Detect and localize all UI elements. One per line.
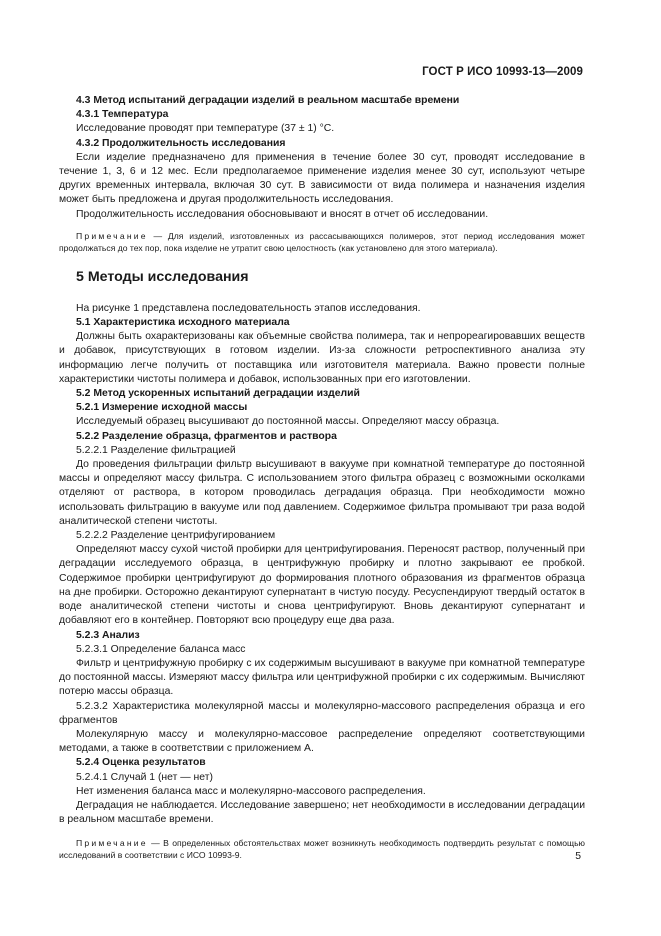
subsection-heading-4-3-1: 4.3.1 Температура — [76, 109, 169, 121]
subsection-heading-5-2-4: 5.2.4 Оценка результатов — [76, 757, 206, 769]
paragraph: Исследуемый образец высушивают до постоянной массы. Определяют массу образца. — [76, 416, 500, 428]
subsection-heading-5-2-2: 5.2.2 Разделение образца, фрагментов и раствора — [76, 430, 337, 442]
paragraph: На рисунке 1 представлена последовательность этапов исследования. — [76, 302, 421, 314]
paragraph: Молекулярную массу и молекулярно-массовое распределение определяют соответствующими методами, а также в соответствии с приложением А. — [59, 728, 585, 755]
note — [59, 230, 585, 254]
page-number: 5 — [575, 851, 581, 862]
clause-heading-5-2-2-1: 5.2.2.1 Разделение фильтрацией — [76, 444, 236, 456]
clause-heading-5-2-3-2: 5.2.3.2 Характеристика молекулярной массы и молекулярно-массового распределения образца и его фрагментов — [59, 700, 585, 726]
paragraph: Если изделие предназначено для применения в течение более 30 сут, проводят исследование в течение 1, 3, 6 и 12 мес. Если предполагаемое применение изделия менее 30 сут, используют четыре других временных интервала, включая 30 сут. В зависимости от вида полимера и назначения изделия может быть предложена и другая продолжительность исследования. — [59, 151, 585, 206]
clause-heading-5-2-4-1: 5.2.4.1 Случай 1 (нет — нет) — [76, 771, 213, 783]
paragraph: Продолжительность исследования обосновывают и вносят в отчет об исследовании. — [76, 208, 489, 220]
clause-heading-5-2-2-2: 5.2.2.2 Разделение центрифугированием — [76, 530, 276, 542]
subsection-heading-5-2-1: 5.2.1 Измерение исходной массы — [76, 402, 248, 414]
paragraph: Фильтр и центрифужную пробирку с их содержимым высушивают в вакууме при комнатной температуре до постоянной массы. Измеряют массу фильтра или центрифужной пробирки с их содержимым. Вычисляют потерю массы образца. — [59, 657, 585, 698]
note-text: — Для изделий, изготовленных из рассасывающихся полимеров, этот период исследования может продолжаться до тех пор, пока изделие не утратит свою целостность (как установлено для этого материала). — [59, 230, 585, 253]
note-text: — В определенных обстоятельствах может возникнуть необходимость подтвердить результат с помощью исследований в соответствии с ИСО 10993-9. — [59, 838, 585, 861]
paragraph: Деградация не наблюдается. Исследование завершено; нет необходимости в исследовании деградации в реальном масштабе времени. — [59, 799, 585, 826]
section-heading-4-3: 4.3 Метод испытаний деградации изделий в реальном масштабе времени — [76, 95, 460, 106]
paragraph: Исследование проводят при температуре (37 ± 1) °С. — [76, 123, 335, 135]
note-label: Примечание — [76, 838, 148, 849]
paragraph: Нет изменения баланса масс и молекулярно-массового распределения. — [76, 785, 426, 797]
paragraph: Определяют массу сухой чистой пробирки для центрифугирования. Переносят раствор, полученный при деградации исследуемого образца, в центрифужную пробирку и плотно закрывают ее пробкой. Содержимое пробирки центрифугируют до формирования плотного образования из фрагментов образца на дне пробирки. Осторожно декантируют супернатант в чистую посуду. Ресуспендируют твердый остаток в воде аналитической степени чистоты и снова центрифугируют. Вновь декантируют супернатант и добавляют его в контейнер. Повторяют всю процедуру еще два раза. — [59, 544, 585, 627]
subsection-heading-5-2: 5.2 Метод ускоренных испытаний деградации изделий — [76, 388, 360, 400]
document-body — [59, 94, 585, 871]
paragraph: До проведения фильтрации фильтр высушивают в вакууме при комнатной температуре до постоянной массы и определяют массу фильтра. С использованием этого фильтра образец с возможными осколками отделяют от раствора, в котором проводилась деградация образца. При необходимости можно использовать фильтрацию в вакууме или под давлением. Содержимое фильтра промывают три раза водой аналитической степени чистоты. — [59, 459, 585, 527]
document-id-header: ГОСТ Р ИСО 10993-13—2009 — [422, 66, 583, 78]
subsection-heading-5-1: 5.1 Характеристика исходного материала — [76, 317, 290, 329]
section-heading-5: 5 Методы исследования — [76, 268, 249, 285]
note — [59, 837, 585, 861]
clause-heading-5-2-3-1: 5.2.3.1 Определение баланса масс — [76, 643, 246, 655]
paragraph: Должны быть охарактеризованы как объемные свойства полимера, так и непрореагировавших веществ и добавок, присутствующих в готовом изделии. Из-за сложности ретроспективного анализа эту информацию легче получить от поставщика или изготовителя материала. Важно провести полные характеристики чистоты полимера и добавок, использованных при его изготовлении. — [59, 331, 585, 385]
subsection-heading-5-2-3: 5.2.3 Анализ — [76, 629, 140, 641]
note-label: Примечание — [76, 230, 148, 241]
subsection-heading-4-3-2: 4.3.2 Продолжительность исследования — [76, 137, 286, 149]
